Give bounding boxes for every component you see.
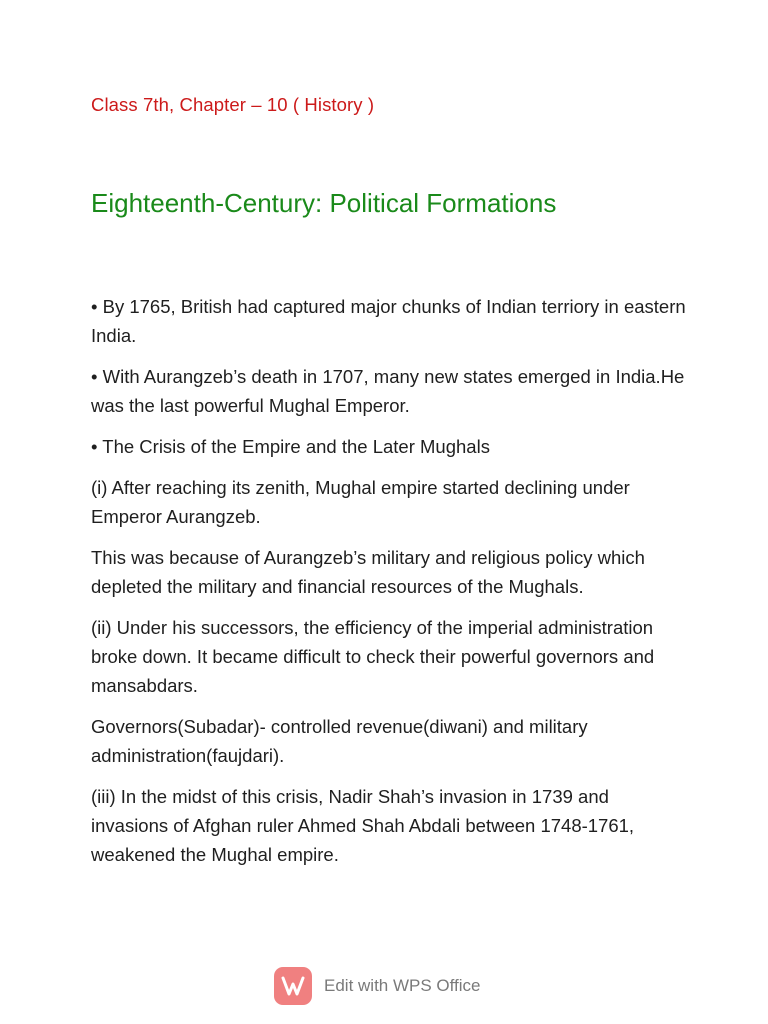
paragraph-governors: Governors(Subadar)- controlled revenue(diwani) and military administration(faujdari). — [91, 716, 588, 766]
section-heading-crisis: • The Crisis of the Empire and the Later Mughals — [91, 436, 490, 457]
paragraph-aurangzeb-death: • With Aurangzeb’s death in 1707, many new states emerged in India.He was the last powerful Mughal Emperor. — [91, 366, 685, 416]
wps-office-icon — [274, 967, 312, 1005]
paragraph-point-i: (i) After reaching its zenith, Mughal empire started declining under Emperor Aurangzeb. — [91, 477, 630, 527]
edit-with-wps-link[interactable] — [274, 966, 481, 1006]
paragraph-policy-effect: This was because of Aurangzeb’s military and religious policy which depleted the military and financial resources of the Mughals. — [91, 547, 645, 597]
document-body — [91, 292, 691, 881]
paragraph-point-ii: (ii) Under his successors, the efficiency of the imperial administration broke down. It became difficult to check their powerful governors and mansabdars. — [91, 617, 655, 696]
chapter-header: Class 7th, Chapter – 10 ( History ) — [91, 94, 375, 115]
footer-label: Edit with WPS Office — [324, 976, 481, 995]
document-title: Eighteenth-Century: Political Formations — [91, 188, 557, 218]
paragraph-point-iii: (iii) In the midst of this crisis, Nadir Shah’s invasion in 1739 and invasions of Afghan ruler Ahmed Shah Abdali between 1748-1761, weakened the Mughal empire. — [91, 786, 635, 865]
paragraph-british-capture: • By 1765, British had captured major chunks of Indian terriory in eastern India. — [91, 296, 686, 346]
